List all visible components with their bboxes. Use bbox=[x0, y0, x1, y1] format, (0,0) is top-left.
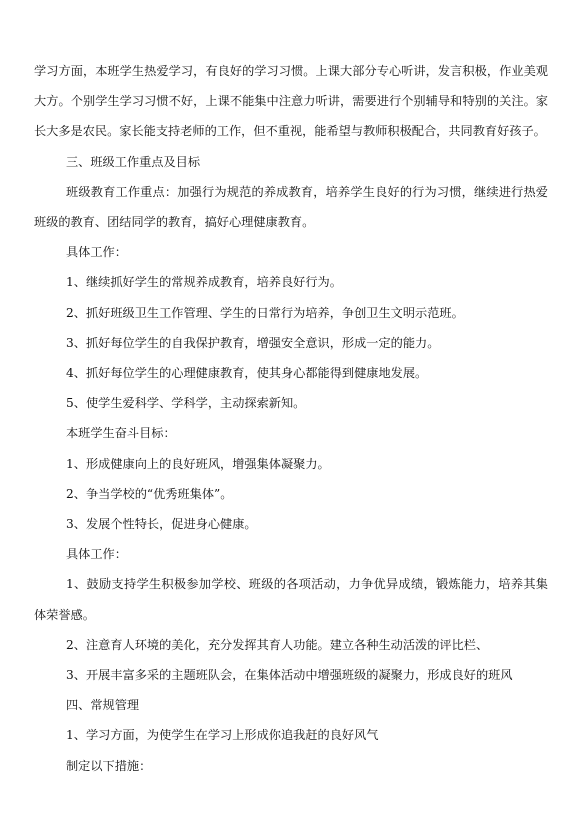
paragraph-class-situation: 学习方面，本班学生热爱学习，有良好的学习习惯。上课大部分专心听讲，发言积极，作业美观大方。个别学生学习习惯不好，上课不能集中注意力听讲，需要进行个别辅导和特别的关注。家长大多是农民。家长能支持老师的工作，但不重视，能希望与教师积极配合，共同教育好孩子。 bbox=[34, 64, 548, 139]
document-body bbox=[34, 56, 548, 781]
heading-section-four: 四、常规管理 bbox=[66, 698, 140, 713]
list-item-goal-1: 1、形成健康向上的良好班风，增强集体凝聚力。 bbox=[66, 456, 330, 471]
label-specific-work-1: 具体工作： bbox=[66, 245, 127, 260]
list-item-work-5: 5、使学生爱科学、学科学，主动探索新知。 bbox=[66, 396, 306, 411]
label-specific-work-2: 具体工作： bbox=[66, 547, 127, 562]
paragraph-education-focus: 班级教育工作重点：加强行为规范的养成教育，培养学生良好的行为习惯，继续进行热爱班级的教育、团结同学的教育，搞好心理健康教育。 bbox=[34, 184, 548, 230]
heading-section-three: 三、班级工作重点及目标 bbox=[66, 154, 201, 169]
label-class-goals: 本班学生奋斗目标： bbox=[66, 426, 176, 441]
list-item-task-3: 3、开展丰富多采的主题班队会，在集体活动中增强班级的凝聚力，形成良好的班风 bbox=[66, 668, 513, 683]
label-measures: 制定以下措施： bbox=[66, 758, 152, 773]
list-item-work-3: 3、抓好每位学生的自我保护教育，增强安全意识，形成一定的能力。 bbox=[66, 335, 440, 350]
list-item-work-2: 2、抓好班级卫生工作管理、学生的日常行为培养，争创卫生文明示范班。 bbox=[66, 305, 464, 320]
list-item-work-1: 1、继续抓好学生的常规养成教育，培养良好行为。 bbox=[66, 275, 342, 290]
list-item-task-1: 1、鼓励支持学生积极参加学校、班级的各项活动，力争优异成绩，锻炼能力，培养其集体荣誉感。 bbox=[34, 577, 548, 622]
list-item-routine-1: 1、学习方面，为使学生在学习上形成你追我赶的良好风气 bbox=[66, 728, 379, 743]
list-item-goal-2: 2、争当学校的“优秀班集体”。 bbox=[66, 486, 233, 501]
list-item-goal-3: 3、发展个性特长，促进身心健康。 bbox=[66, 517, 257, 532]
list-item-work-4: 4、抓好每位学生的心理健康教育，使其身心都能得到健康地发展。 bbox=[66, 366, 428, 381]
list-item-task-2: 2、注意育人环境的美化，充分发挥其育人功能。建立各种生动活泼的评比栏、 bbox=[66, 637, 489, 652]
